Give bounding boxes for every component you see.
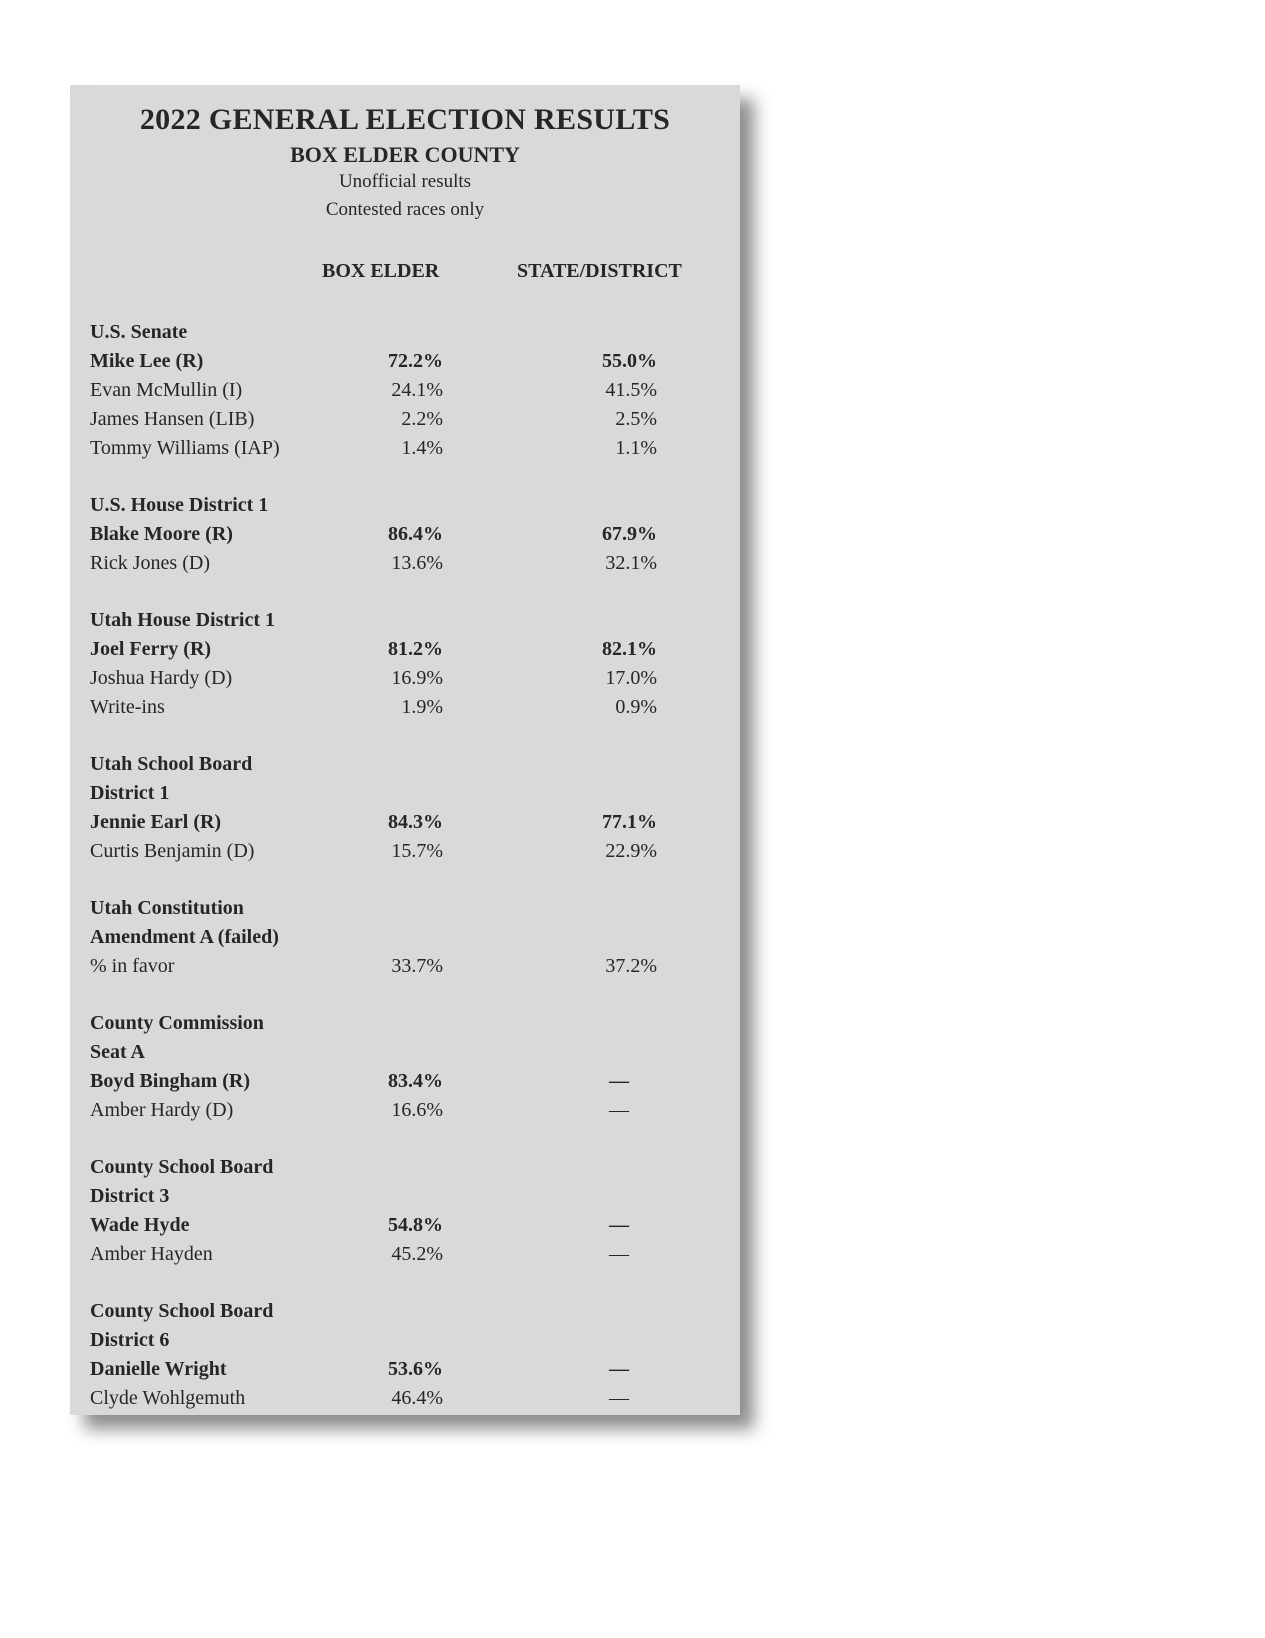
- race-block: [90, 318, 720, 463]
- box-elder-value: 84.3%: [388, 811, 443, 833]
- race-block: [90, 606, 720, 722]
- results-card: [70, 85, 740, 1415]
- result-row: [90, 808, 720, 837]
- candidate-name: % in favor: [90, 955, 175, 977]
- state-district-value: 67.9%: [602, 523, 657, 545]
- state-district-value: 82.1%: [602, 638, 657, 660]
- state-district-value: 2.5%: [615, 408, 657, 430]
- candidate-name: Mike Lee (R): [90, 350, 204, 372]
- candidate-name: Blake Moore (R): [90, 523, 233, 545]
- candidate-name: Joel Ferry (R): [90, 638, 212, 660]
- result-row: [90, 1096, 720, 1125]
- column-header-box-elder: BOX ELDER: [322, 260, 440, 282]
- box-elder-value: 16.9%: [391, 667, 443, 689]
- page-title: 2022 GENERAL ELECTION RESULTS: [139, 103, 671, 136]
- result-row: [90, 549, 720, 578]
- race-block: [90, 1153, 720, 1269]
- race-block: [90, 894, 720, 981]
- candidate-name: Jennie Earl (R): [90, 811, 222, 833]
- race-title-line: County Commission: [90, 1012, 264, 1034]
- result-row: [90, 635, 720, 664]
- race-title-line: District 6: [90, 1329, 170, 1351]
- candidate-name: Amber Hayden: [90, 1243, 213, 1265]
- result-row: [90, 1355, 720, 1384]
- state-district-value: 55.0%: [602, 350, 657, 372]
- candidate-name: Evan McMullin (I): [90, 379, 243, 401]
- result-row: [90, 376, 720, 405]
- box-elder-value: 45.2%: [391, 1243, 443, 1265]
- race-title-line: County School Board: [90, 1156, 274, 1178]
- race-title-line: Utah House District 1: [90, 609, 275, 631]
- state-district-value: 32.1%: [605, 552, 657, 574]
- candidate-name: Boyd Bingham (R): [90, 1070, 251, 1092]
- state-district-value: 41.5%: [605, 379, 657, 401]
- box-elder-value: 1.4%: [401, 437, 443, 459]
- result-row: [90, 405, 720, 434]
- candidate-name: Clyde Wohlgemuth: [90, 1387, 246, 1409]
- column-header-row: [90, 260, 720, 288]
- candidate-name: Joshua Hardy (D): [90, 667, 233, 689]
- result-row: [90, 837, 720, 866]
- race-title-line: District 1: [90, 782, 170, 804]
- race-block: [90, 750, 720, 866]
- candidate-name: Wade Hyde: [90, 1214, 190, 1236]
- box-elder-value: 1.9%: [401, 696, 443, 718]
- candidate-name: Danielle Wright: [90, 1358, 227, 1380]
- note-unofficial: Unofficial results: [338, 171, 472, 192]
- box-elder-value: 2.2%: [401, 408, 443, 430]
- state-district-value: —: [609, 1358, 629, 1380]
- candidate-name: Curtis Benjamin (D): [90, 840, 255, 862]
- box-elder-value: 16.6%: [391, 1099, 443, 1121]
- race-title-line: County School Board: [90, 1300, 274, 1322]
- box-elder-value: 13.6%: [391, 552, 443, 574]
- race-title-line: Amendment A (failed): [90, 926, 279, 948]
- candidate-name: James Hansen (LIB): [90, 408, 255, 430]
- box-elder-value: 86.4%: [388, 523, 443, 545]
- county-subtitle: BOX ELDER COUNTY: [290, 142, 520, 167]
- box-elder-value: 33.7%: [391, 955, 443, 977]
- race-title-line: Utah Constitution: [90, 897, 244, 919]
- race-title-line: U.S. Senate: [90, 321, 188, 343]
- state-district-value: 17.0%: [605, 667, 657, 689]
- race-block: [90, 1009, 720, 1125]
- candidate-name: Rick Jones (D): [90, 552, 210, 574]
- result-row: [90, 1384, 720, 1413]
- state-district-value: 22.9%: [605, 840, 657, 862]
- box-elder-value: 15.7%: [391, 840, 443, 862]
- race-title-line: Seat A: [90, 1041, 145, 1063]
- candidate-name: Tommy Williams (IAP): [90, 437, 280, 459]
- result-row: [90, 1067, 720, 1096]
- state-district-value: 77.1%: [602, 811, 657, 833]
- state-district-value: 0.9%: [615, 696, 657, 718]
- column-header-state-district: STATE/DISTRICT: [517, 260, 682, 282]
- box-elder-value: 83.4%: [388, 1070, 443, 1092]
- note-contested: Contested races only: [325, 199, 485, 220]
- box-elder-value: 81.2%: [388, 638, 443, 660]
- box-elder-value: 54.8%: [388, 1214, 443, 1236]
- race-block: [90, 491, 720, 578]
- candidate-name: Write-ins: [90, 696, 165, 718]
- state-district-value: 37.2%: [605, 955, 657, 977]
- result-row: [90, 952, 720, 981]
- state-district-value: —: [609, 1387, 629, 1409]
- box-elder-value: 72.2%: [388, 350, 443, 372]
- races-list: [90, 318, 720, 1413]
- result-row: [90, 664, 720, 693]
- state-district-value: 1.1%: [615, 437, 657, 459]
- candidate-name: Amber Hardy (D): [90, 1099, 234, 1121]
- result-row: [90, 693, 720, 722]
- box-elder-value: 53.6%: [388, 1358, 443, 1380]
- race-title-line: Utah School Board: [90, 753, 253, 775]
- state-district-value: —: [609, 1243, 629, 1265]
- state-district-value: —: [609, 1214, 629, 1236]
- race-block: [90, 1297, 720, 1413]
- box-elder-value: 46.4%: [391, 1387, 443, 1409]
- race-title-line: U.S. House District 1: [90, 494, 269, 516]
- result-row: [90, 347, 720, 376]
- result-row: [90, 434, 720, 463]
- result-row: [90, 1211, 720, 1240]
- race-title-line: District 3: [90, 1185, 170, 1207]
- result-row: [90, 1240, 720, 1269]
- box-elder-value: 24.1%: [391, 379, 443, 401]
- state-district-value: —: [609, 1099, 629, 1121]
- state-district-value: —: [609, 1070, 629, 1092]
- result-row: [90, 520, 720, 549]
